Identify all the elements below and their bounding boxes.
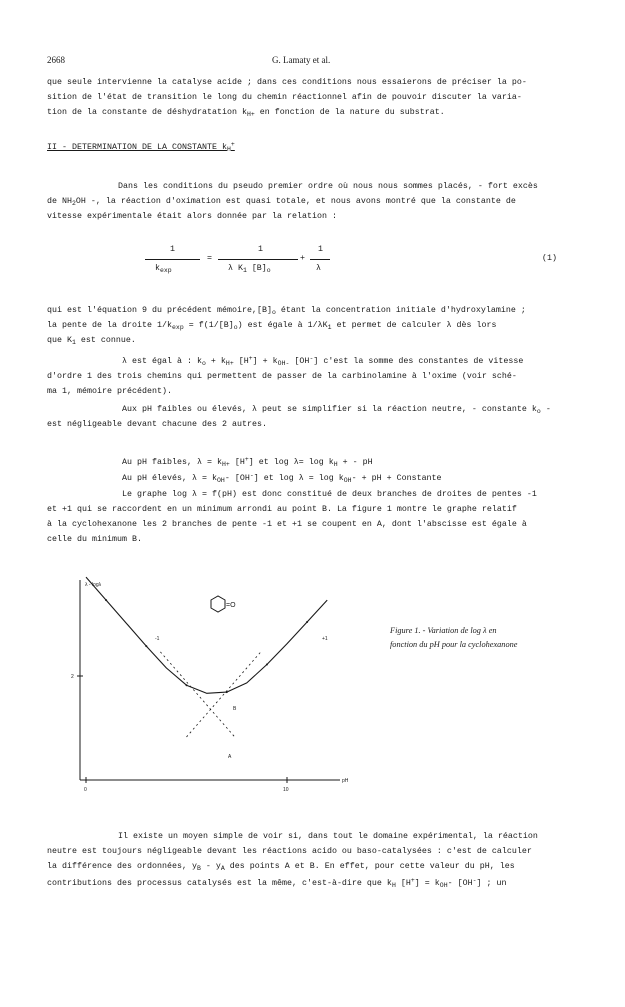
paragraph-6-line-2: et +1 qui se raccordent en un minimum arrondi au point B. La figure 1 montre le graphe relatif	[47, 505, 517, 514]
data-point	[266, 664, 268, 666]
paragraph-5-line-2: est négligeable devant chacune des 2 autres.	[47, 420, 267, 429]
page-number: 2668	[47, 55, 65, 65]
chart-axes	[77, 580, 340, 783]
data-points	[105, 599, 308, 693]
y-tick-label: 2	[71, 674, 74, 680]
eq-mid-denominator: λ $K_1$ $[B]_o$	[228, 264, 271, 274]
paragraph-1-line-1: que seule intervienne la catalyse acide ; dans ces conditions nous essaierons de préciser la po-	[47, 78, 527, 87]
paragraph-2-line-3: vitesse expérimentale était alors donnée par la relation :	[47, 212, 337, 221]
paragraph-7-line-3: la différence des ordonnées, $y_B - y_A$ des points A et B. En effet, pour cette valeur du pH, les	[47, 862, 515, 872]
eq-lhs-denominator: $k_{exp}$	[155, 264, 172, 274]
y-axis-label: λ - logλ	[85, 582, 102, 588]
paragraph-2-line-1: Dans les conditions du pseudo premier ordre où nous nous sommes placés, - fort excès	[118, 182, 538, 191]
figure-caption-line-2: fonction du pH pour la cyclohexanone	[390, 640, 518, 649]
data-point	[145, 645, 147, 647]
eq-rhs-numerator: 1	[318, 245, 323, 254]
paragraph-1-line-2: sition de l'état de transition le long du chemin réactionnel afin de pouvoir discuter la varia-	[47, 93, 522, 102]
section-title: II - DETERMINATION DE LA CONSTANTE $k_H^+$	[47, 141, 235, 153]
paragraph-3-line-2: la pente de la droite $1/k_{exp} = f(1/[B]_o)$ est égale à $1/\lambda K_1$ et permet de calculer λ dès lors	[47, 321, 497, 331]
eq-rhs-denominator: λ	[316, 264, 321, 273]
eq-mid-fraction-bar	[218, 259, 298, 260]
eq-equals: =	[207, 254, 212, 263]
equation-high-ph: Au pH élevés, $\lambda = k_{OH}-$ [OH-] et $\log \lambda = \log k_{OH}-$ + pH + Constante	[122, 472, 442, 484]
paragraph-5-line-1: Aux pH faibles ou élevés, λ peut se simplifier si la réaction neutre, - constante $k_o$ -	[122, 405, 551, 415]
point-label-b: B	[233, 706, 237, 712]
paragraph-2-line-2: de $NH_2OH$ -, la réaction d'oximation est quasi totale, et nous avons montré que la constante de	[47, 197, 516, 207]
x-axis-label: pH	[342, 778, 349, 784]
paragraph-4-line-3: ma 1, mémoire précédent).	[47, 387, 172, 396]
paragraph-4-line-1: λ est égal à : $k_o + k_{H+}$ $[H^+] + k_{OH-}$ [OH-] c'est la somme des constantes de vitesse	[122, 355, 524, 367]
hexagon-ring	[211, 596, 225, 612]
paragraph-3-line-1: qui est l'équation 9 du précédent $mémoire,[B]_o$ étant la concentration initiale d'hydroxylamine ;	[47, 306, 526, 316]
x-tick-label-0: 0	[84, 787, 87, 793]
eq-number: (1)	[542, 254, 557, 263]
eq-lhs-numerator: 1	[170, 245, 175, 254]
paragraph-3-line-3: que $K_1$ est connue.	[47, 336, 136, 346]
branch-label-right: +1	[322, 636, 328, 642]
paragraph-7-line-1: Il existe un moyen simple de voir si, dans tout le domaine expérimental, la réaction	[118, 832, 538, 841]
asymptote-lines	[160, 652, 261, 737]
structure-label: =O	[226, 602, 236, 609]
series-line	[86, 577, 327, 693]
paragraph-1-line-3: tion de la constante de déshydratation $k_{H+}$ en fonction de la nature du substrat.	[47, 108, 445, 118]
paragraph-7-line-4: contributions des processus catalysés est la même, c'est-à-dire que $k_H$ $[H^+] = k_{OH}-$ [OH-] ; un	[47, 877, 507, 889]
figure-caption-line-1: Figure 1. - Variation de log λ en	[390, 626, 497, 635]
branch-label-left: -1	[155, 636, 160, 642]
data-point	[105, 599, 107, 601]
series-curve	[86, 577, 327, 693]
paragraph-6-line-1: Le graphe log λ = f(pH) est donc constitué de deux branches de droites de pentes -1	[122, 490, 537, 499]
data-point	[186, 684, 188, 686]
x-tick-label-10: 10	[283, 787, 289, 793]
paragraph-6-line-4: celle du minimum B.	[47, 535, 142, 544]
paragraph-7-line-2: neutre est toujours négligeable devant les réactions acido ou baso-catalysées : c'est de calculer	[47, 847, 532, 856]
eq-rhs-fraction-bar	[310, 259, 330, 260]
figure-1-chart	[40, 570, 370, 800]
eq-mid-numerator: 1	[258, 245, 263, 254]
equation-low-ph: Au pH faibles, $\lambda = k_{H+}$ [H+] et $\log \lambda= \log k_H$ + - pH	[122, 456, 373, 468]
eq-lhs-fraction-bar	[145, 259, 200, 260]
point-label-a: A	[228, 754, 232, 760]
eq-plus: +	[300, 254, 305, 263]
paragraph-6-line-3: à la cyclohexanone les 2 branches de pente -1 et +1 se coupent en A, dont l'abscisse est égale à	[47, 520, 527, 529]
cyclohexanone-structure	[211, 596, 225, 612]
running-head-authors: G. Lamaty et al.	[272, 55, 331, 65]
paragraph-4-line-2: d'ordre 1 des trois chemins qui permettent de passer de la carbinolamine à l'oxime (voir sché-	[47, 372, 517, 381]
data-point	[306, 621, 308, 623]
data-point	[226, 691, 228, 693]
figure-1	[40, 570, 370, 800]
